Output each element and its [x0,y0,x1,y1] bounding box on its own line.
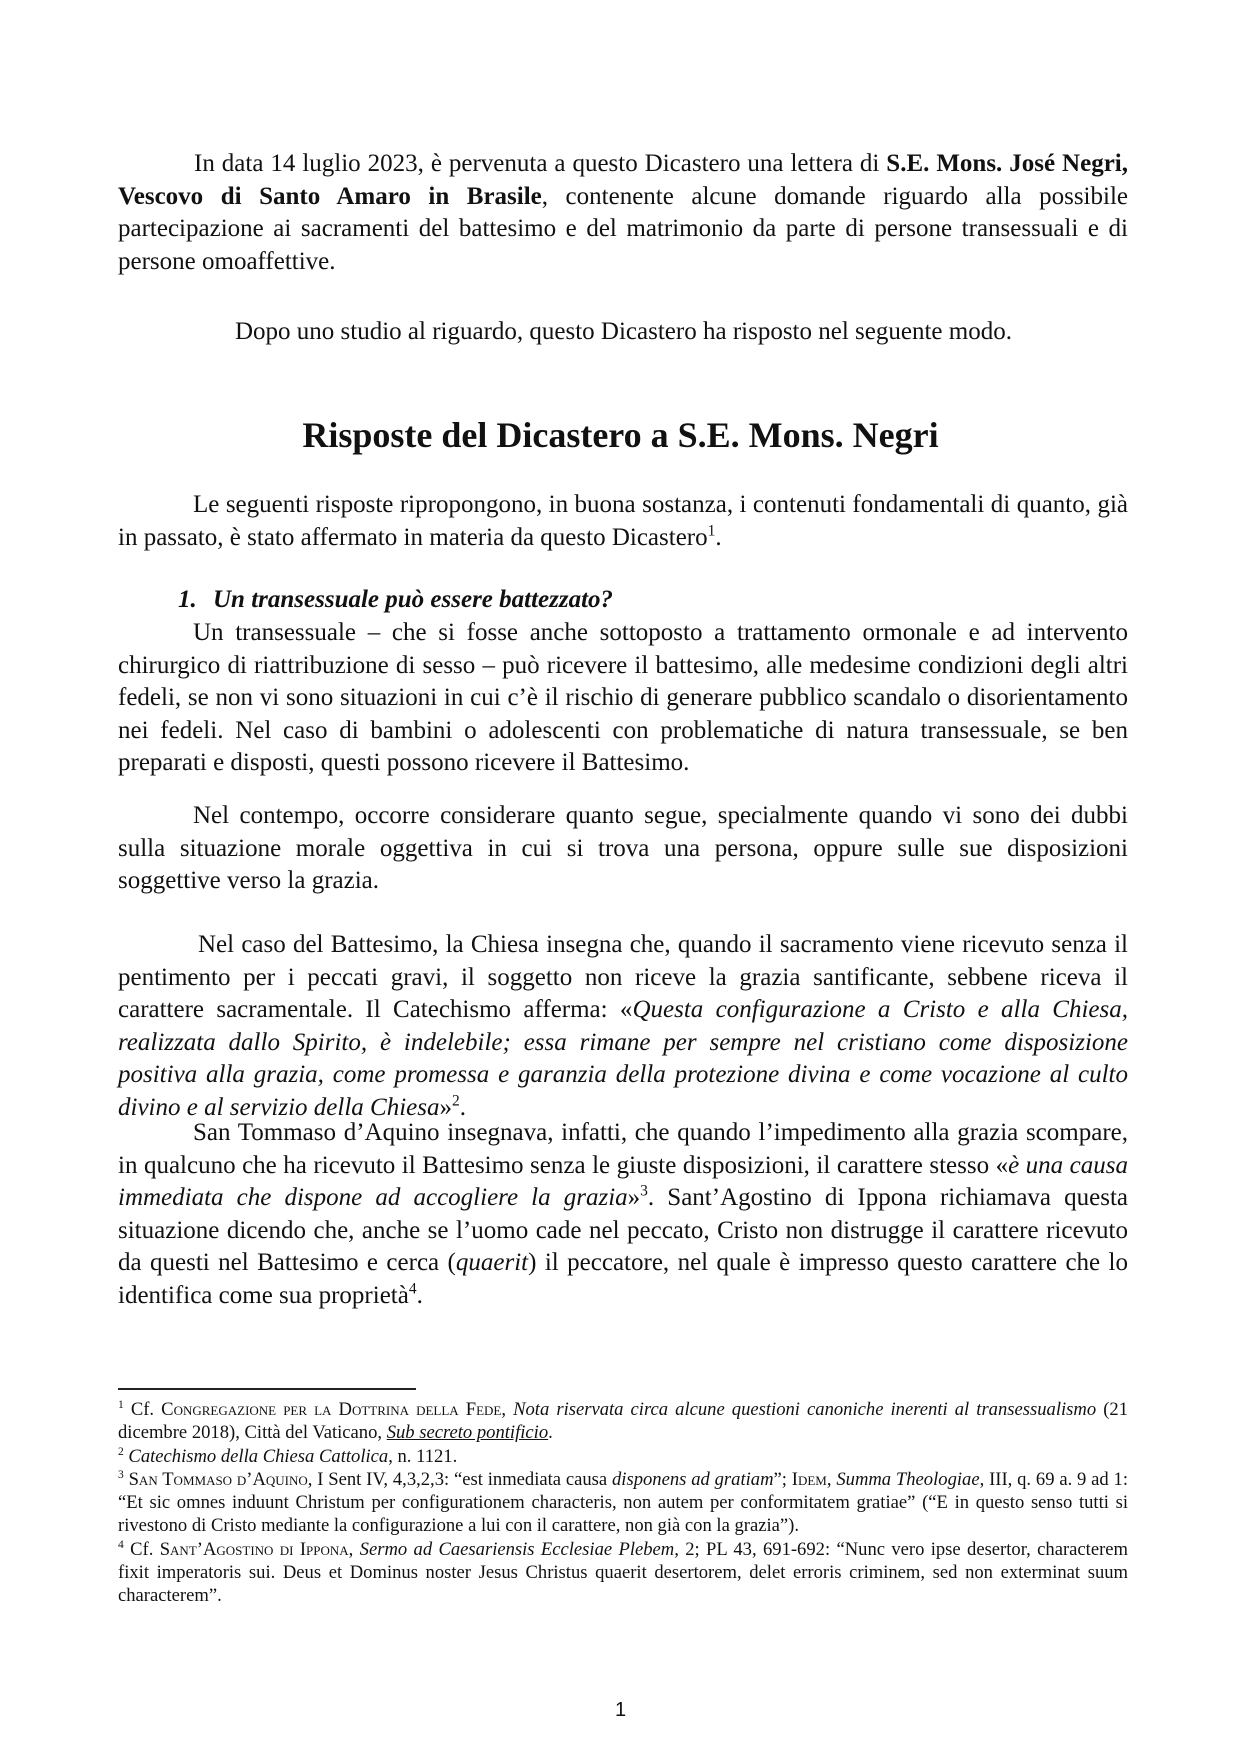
footnote-number: 4 [118,1538,124,1551]
answer-paragraph-4 [118,1117,1128,1312]
footnote-2 [118,1445,1128,1468]
closing-quote: » [627,1184,641,1211]
footnote-text: ”; [773,1468,792,1490]
intro-text: In data 14 luglio 2023, è pervenuta a questo Dicastero una lettera di [194,150,887,177]
punctuation: . [416,1281,423,1309]
document-title: Nota riservata circa alcune questioni canoniche inerenti al transessualismo [513,1399,1097,1420]
author-name: Sant’Agostino di Ippona [159,1538,349,1560]
intro-paragraph-1 [118,148,1128,278]
document-title: Sermo ad Caesariensis Ecclesiae Plebem, [359,1538,679,1560]
footnote-text: Cf. [123,1399,162,1420]
paragraph-text: Le seguenti risposte ripropongono, in buona sostanza, i contenuti fondamentali di quanto, già in passato, è stato affermato in materia da questo Dicastero [118,491,1128,551]
footnote-text: , n. 1121. [388,1445,458,1467]
punctuation: . [459,1093,466,1121]
aquinas-quote: è una causa immediata che dispone ad accogliere la grazia [118,1151,1129,1211]
paragraph-text: Nel caso del Battesimo, la Chiesa insegna che, quando il sacramento viene ricevuto senza il pentimento per i peccati gravi, il soggetto non riceve la grazia santificante, sebbene riceva il carattere sacramentale. Il Catechismo afferma: « [118,931,1128,1023]
answer-paragraph-3 [118,929,1128,1124]
author-name: Idem [791,1468,827,1490]
secrecy-note: Sub secreto pontificio [386,1422,549,1444]
footnote-text: (21 dicembre 2018), Città del Vaticano, [118,1399,1128,1444]
intro-paragraph-2: Dopo uno studio al riguardo, questo Dicastero ha risposto nel seguente modo. [235,318,1012,345]
footnote-text: , [348,1538,360,1560]
footnote-text: , [826,1468,837,1490]
footnote-1 [118,1398,1128,1445]
intro-text-continued: , contenente alcune domande riguardo alla possibile partecipazione ai sacramenti del battesimo e del matrimonio da parte di persone transessuali e di persone omoaffettive. [118,182,1128,275]
footnote-text: , III, q. 69 a. 9 ad 1: “Et sic omnes induunt Christum per configurationem characteris, non autem per conformitatem gratiae” (“E in questo senso tutti si rivestono di Cristo mediante la configurazione a lui con il carattere, non già con la grazia”). [118,1468,1129,1537]
question-text: Un transessuale può essere battezzato? [213,586,614,613]
document-title: Summa Theologiae [836,1468,980,1490]
footnote-text: , I Sent IV, 4,3,2,3: “est inmediata causa [307,1468,612,1490]
page-number: 1 [614,1699,627,1721]
punctuation: . [548,1422,553,1444]
answer-paragraph-2: Nel contempo, occorre considerare quanto segue, specialmente quando vi sono dei dubbi sulla situazione morale oggettiva in cui si trova una persona, oppure sulle sue disposizioni soggettive verso la grazia. [118,802,1128,894]
paragraph-text: San Tommaso d’Aquino insegnava, infatti, che quando l’impedimento alla grazia scompare, in qualcuno che ha ricevuto il Battesimo senza le giuste disposizioni, il carattere stesso « [118,1119,1128,1179]
body-paragraph-intro [118,489,1128,554]
footnotes [118,1398,1128,1608]
paragraph-text: ) il peccatore, nel quale è impresso questo carattere che lo identifica come sua proprietà [118,1249,1128,1309]
catechism-quote: Questa configurazione a Cristo e alla Chiesa, realizzata dallo Spirito, è indelebile; essa rimane per sempre nel cristiano come disposizione positiva alla grazia, come promessa e garanzia della protezione divina e come vocazione al culto divino e al servizio della Chiesa [118,996,1128,1121]
answer-paragraph-1: Un transessuale – che si fosse anche sottoposto a trattamento ormonale e ad intervento chirurgico di riattribuzione di sesso – può ricevere il battesimo, alle medesime condizioni degli altri fedeli, se non vi sono situazioni in cui c’è il rischio di generare pubblico scandalo o disorientamento nei fedeli. Nel caso di bambini o adolescenti con problematiche di natura transessuale, se ben preparati e disposti, questi possono ricevere il Battesimo. [118,619,1128,776]
paragraph-text: . Sant’Agostino di Ippona richiamava questa situazione dicendo che, anche se l’uomo cade nel peccato, Cristo non distrugge il carattere ricevuto da questi nel Battesimo e cerca ( [118,1184,1129,1276]
footnote-text: , [501,1399,514,1420]
footnote-text: Cf. [123,1538,160,1560]
footnote-separator [118,1388,416,1390]
footnote-ref-4[interactable]: 4 [408,1280,417,1298]
footnote-text: 2; PL 43, 691-692: “Nunc vero ipse desertor, characterem fixit imperatoris sui. Deus et Dominus noster Jesus Christus quaerit desertorem, delet erroris criminem, sed non exterminat suum characterem”. [118,1538,1128,1607]
footnote-4 [118,1538,1128,1608]
document-title: Catechismo della Chiesa Cattolica [128,1445,389,1467]
author-name: Congregazione per la Dottrina della Fede [161,1399,502,1420]
question-number: 1. [178,586,197,613]
page-title: Risposte del Dicastero a S.E. Mons. Negri [302,415,939,455]
question-heading-1 [178,584,613,617]
footnote-ref-1[interactable]: 1 [707,522,716,540]
author-name: San Tommaso d’Aquino [128,1468,308,1490]
footnote-number: 2 [118,1445,124,1458]
closing-quote: » [439,1093,452,1121]
footnote-ref-3[interactable]: 3 [640,1182,648,1200]
footnote-ref-2[interactable]: 2 [451,1092,460,1110]
footnote-number: 3 [118,1468,124,1481]
bishop-name: S.E. Mons. José Negri, Vescovo di Santo Amaro in Brasile [118,150,1128,210]
latin-term: quaerit [455,1249,529,1276]
footnote-number: 1 [118,1398,124,1411]
footnote-3 [118,1468,1128,1538]
punctuation: . [715,523,722,551]
latin-term: disponens ad gratiam [612,1468,774,1490]
